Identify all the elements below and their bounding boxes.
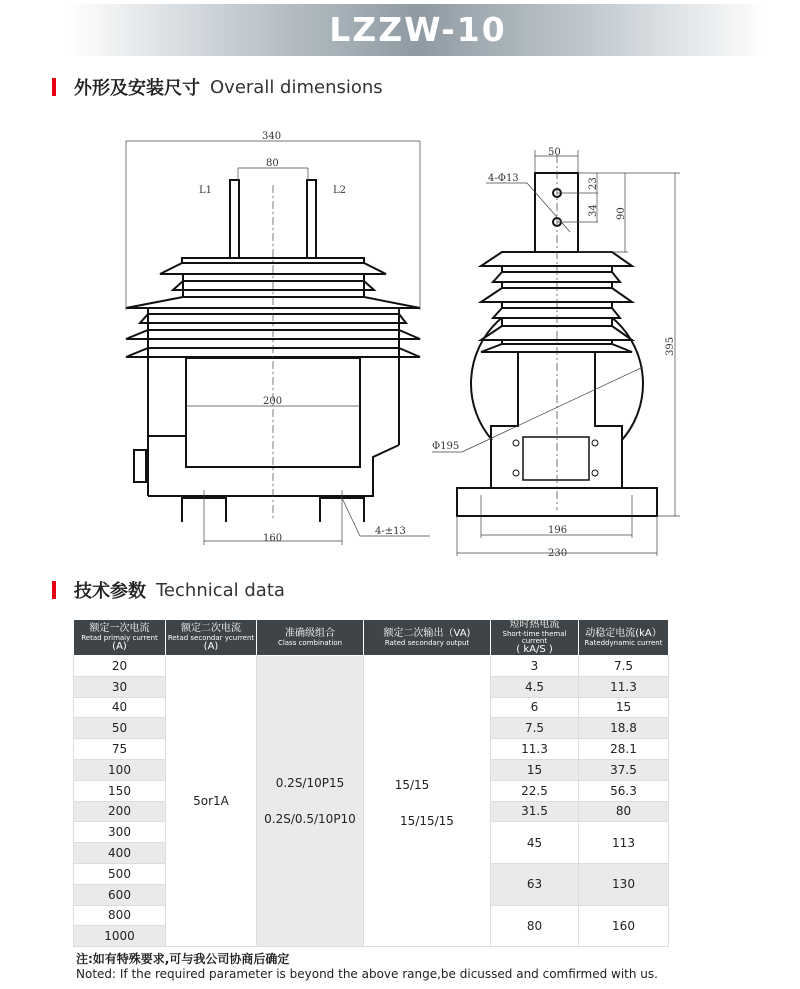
output-1: 15/15: [394, 778, 430, 793]
class-2: 0.2S/0.5/10P10: [264, 812, 356, 827]
header-en: Class combination: [277, 638, 343, 647]
column-header: [74, 620, 166, 656]
label-l1: L1: [199, 185, 213, 196]
column-header: [579, 620, 669, 656]
header-unit: ( kA/S ): [516, 644, 553, 655]
table-cell: 7.5: [491, 718, 579, 739]
table-cell: 18.8: [579, 718, 669, 739]
table-cell: 80: [491, 905, 579, 947]
dim-200: 200: [263, 396, 283, 407]
header-unit: (A): [112, 640, 127, 652]
table-cell: 800: [74, 905, 166, 926]
table-cell: [364, 656, 491, 947]
table-cell: 300: [74, 822, 166, 843]
note-cn: 注:如有特殊要求,可与我公司协商后确定: [76, 952, 290, 966]
table-cell: 37.5: [579, 759, 669, 780]
product-title: LZZW-10: [329, 10, 507, 49]
table-row: [74, 656, 669, 677]
table-cell: 1000: [74, 926, 166, 947]
dim-90: 90: [616, 207, 627, 220]
class-1: 0.2S/10P15: [275, 776, 345, 791]
table-cell: 130: [579, 863, 669, 905]
table-cell: 7.5: [579, 656, 669, 677]
table-cell: 600: [74, 884, 166, 905]
header-en: Retad primaiy current: [81, 633, 158, 642]
note-en: Noted: If the required parameter is beyond the above range,be dicussed and comfirmed with us.: [76, 967, 658, 981]
dim-160: 160: [263, 533, 283, 544]
dim-395: 395: [665, 336, 676, 356]
dim-diameter-195: Φ195: [432, 441, 460, 452]
table-cell: 22.5: [491, 780, 579, 801]
section-title-cn: 技术参数: [74, 581, 146, 602]
table-cell: 113: [579, 822, 669, 864]
header-unit: (A): [203, 640, 219, 652]
header-cn: 短时热电流: [509, 619, 560, 630]
table-cell: 15: [491, 759, 579, 780]
table-cell: 56.3: [579, 780, 669, 801]
dim-230: 230: [548, 548, 568, 559]
header-cn: 准确级组合: [285, 627, 335, 639]
table-cell: 30: [74, 676, 166, 697]
table-cell: 45: [491, 822, 579, 864]
table-cell: 80: [579, 801, 669, 822]
header-en: Retad secondar ycurrent: [167, 633, 255, 642]
table-cell: 6: [491, 697, 579, 718]
header-cn: 额定一次电流: [89, 622, 150, 634]
dim-50: 50: [548, 147, 561, 158]
dim-340: 340: [262, 131, 282, 142]
dim-23: 23: [588, 177, 599, 190]
output-2: 15/15/15: [400, 814, 454, 829]
dim-terminal-holes: 4-Φ13: [488, 173, 519, 184]
table-cell: 28.1: [579, 739, 669, 760]
section-technical-data: [52, 578, 285, 602]
header-en: Short-time themal current: [502, 630, 567, 645]
column-header: [491, 620, 579, 656]
table-cell: 50: [74, 718, 166, 739]
table-cell: 200: [74, 801, 166, 822]
table-cell: 31.5: [491, 801, 579, 822]
column-header: [364, 620, 491, 656]
table-cell: 500: [74, 863, 166, 884]
column-header: [257, 620, 364, 656]
table-cell: 40: [74, 697, 166, 718]
table-cell: 63: [491, 863, 579, 905]
section-title-cn: 外形及安装尺寸: [74, 78, 200, 99]
header-en: Rateddynamic current: [584, 638, 663, 647]
table-cell: 11.3: [491, 739, 579, 760]
section-title-en: Overall dimensions: [210, 76, 383, 98]
table-cell: 150: [74, 780, 166, 801]
dim-mounting-holes: 4-±13: [375, 526, 406, 537]
header-cn: 额定二次输出（VA): [383, 627, 471, 639]
header-cn: 动稳定电流(kA）: [585, 627, 662, 639]
table-cell: 100: [74, 759, 166, 780]
table-cell: 400: [74, 843, 166, 864]
dim-196: 196: [548, 525, 568, 536]
table-cell: [257, 656, 364, 947]
dim-34: 34: [588, 204, 599, 217]
technical-data-table: [73, 619, 669, 947]
label-l2: L2: [333, 185, 347, 196]
section-title-en: Technical data: [156, 579, 285, 601]
column-header: [166, 620, 257, 656]
header-cn: 额定二次电流: [181, 622, 241, 634]
dim-80: 80: [266, 158, 279, 169]
section-marker: [52, 581, 56, 599]
table-cell: 4.5: [491, 676, 579, 697]
table-cell: 20: [74, 656, 166, 677]
table-cell: 15: [579, 697, 669, 718]
table-cell: 75: [74, 739, 166, 760]
header-en: Rated secondary output: [384, 638, 470, 647]
table-cell: 11.3: [579, 676, 669, 697]
table-cell: 5or1A: [166, 656, 257, 947]
table-cell: 160: [579, 905, 669, 947]
table-cell: 3: [491, 656, 579, 677]
